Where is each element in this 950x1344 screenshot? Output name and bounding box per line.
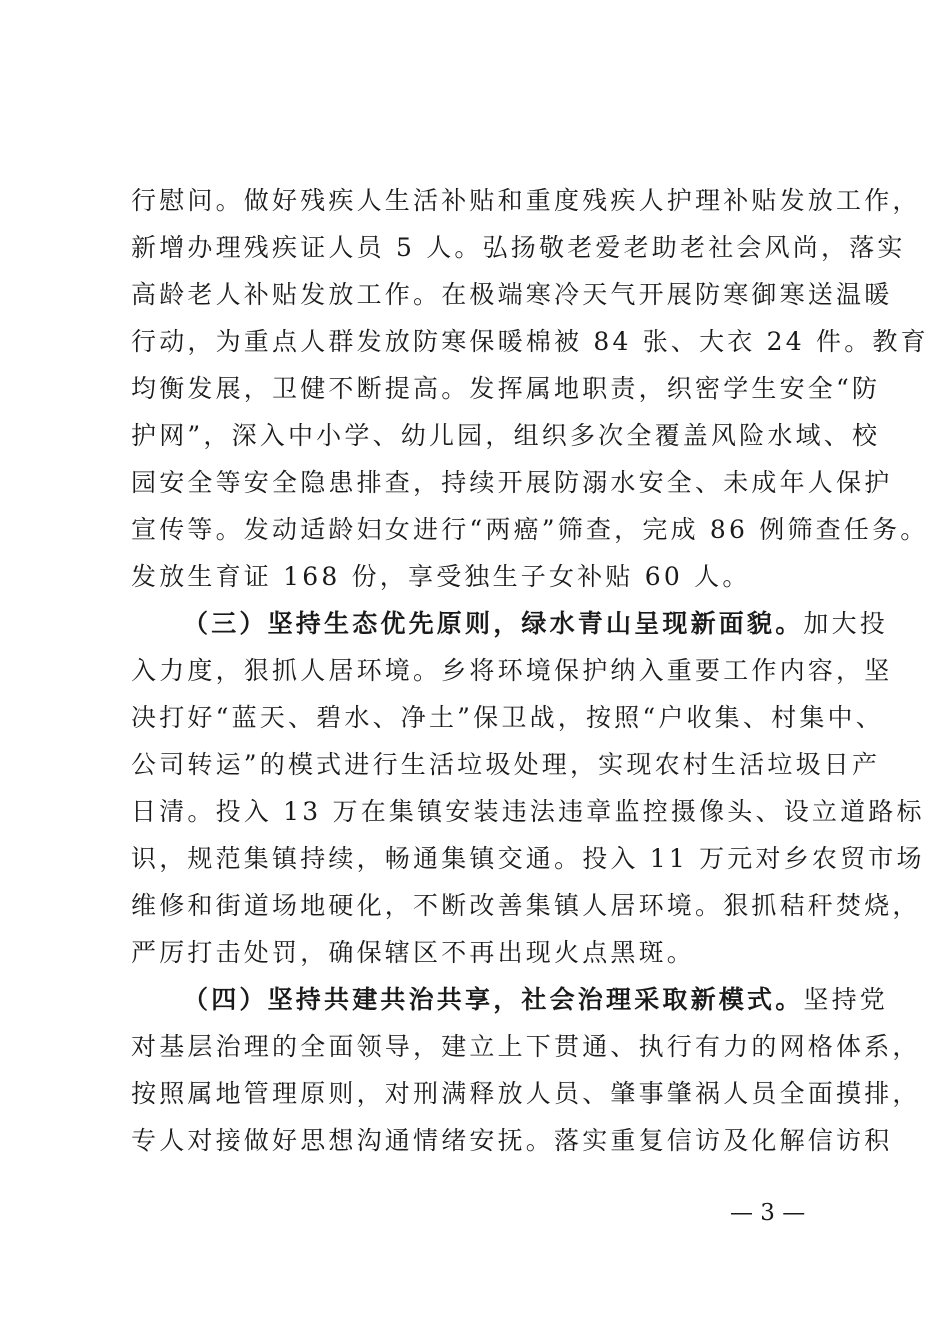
paragraph-line: 园安全等安全隐患排查，持续开展防溺水安全、未成年人保护 [131, 468, 893, 497]
section-4-first-line [183, 976, 889, 1023]
paragraph-line: 新增办理残疾证人员 5 人。弘扬敬老爱老助老社会风尚，落实 [131, 233, 906, 262]
paragraph-line: 公司转运”的模式进行生活垃圾处理，实现农村生活垃圾日产 [131, 750, 881, 779]
page-number: — 3 — [730, 1200, 806, 1226]
paragraph-line: 按照属地管理原则，对刑满释放人员、肇事肇祸人员全面摸排， [131, 1079, 921, 1108]
paragraph-line: 识，规范集镇持续，畅通集镇交通。投入 11 万元对乡农贸市场 [131, 844, 925, 873]
paragraph-line: 日清。投入 13 万在集镇安装违法违章监控摄像头、设立道路标 [131, 797, 925, 826]
paragraph-line: 严厉打击处罚，确保辖区不再出现火点黑斑。 [131, 938, 696, 967]
paragraph-line: 均衡发展，卫健不断提高。发挥属地职责，织密学生安全“防 [131, 374, 881, 403]
section-3-first-line-text: 加大投 [803, 609, 889, 638]
paragraph-line: 行慰问。做好残疾人生活补贴和重度残疾人护理补贴发放工作， [131, 186, 921, 215]
paragraph-line: 护网”，深入中小学、幼儿园，组织多次全覆盖风险水域、校 [131, 421, 881, 450]
paragraph-line: 对基层治理的全面领导，建立上下贯通、执行有力的网格体系， [131, 1032, 921, 1061]
section-3-heading: （三）坚持生态优先原则，绿水青山呈现新面貌。 [183, 609, 804, 638]
paragraph-line: 入力度，狠抓人居环境。乡将环境保护纳入重要工作内容，坚 [131, 656, 893, 685]
paragraph-line: 高龄老人补贴发放工作。在极端寒冷天气开展防寒御寒送温暖 [131, 280, 893, 309]
paragraph-line: 决打好“蓝天、碧水、净土”保卫战，按照“户收集、村集中、 [131, 703, 884, 732]
paragraph-line: 发放生育证 168 份，享受独生子女补贴 60 人。 [131, 562, 751, 591]
paragraph-line: 专人对接做好思想沟通情绪安抚。落实重复信访及化解信访积 [131, 1126, 893, 1155]
paragraph-line: 维修和街道场地硬化，不断改善集镇人居环境。狠抓秸秆焚烧， [131, 891, 921, 920]
paragraph-line: 行动，为重点人群发放防寒保暖棉被 84 张、大衣 24 件。教育 [131, 327, 929, 356]
section-3-first-line [183, 600, 889, 647]
paragraph-line: 宣传等。发动适龄妇女进行“两癌”筛查，完成 86 例筛查任务。 [131, 515, 929, 544]
section-4-first-line-text: 坚持党 [803, 985, 889, 1014]
section-4-heading: （四）坚持共建共治共享，社会治理采取新模式。 [183, 985, 804, 1014]
